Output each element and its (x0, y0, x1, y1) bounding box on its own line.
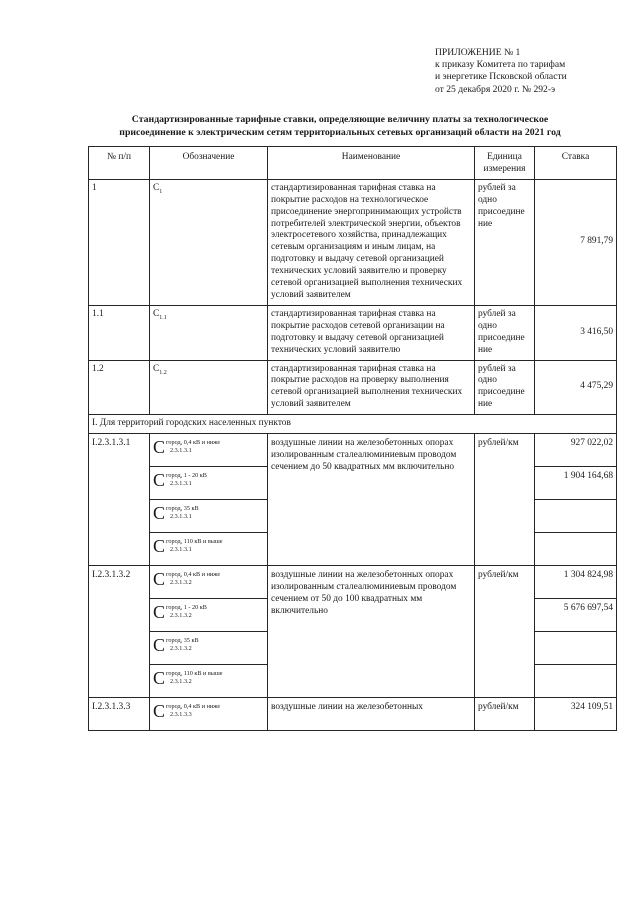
row-unit: рублей/км (475, 434, 535, 566)
row-num: 1 (89, 179, 150, 305)
row-unit: рублей/км (475, 566, 535, 698)
row-unit: рублей/км (475, 698, 535, 731)
row-name: стандартизированная тарифная ставка на покрытие расходов на технологическое присоединение энергопринимающих устройств потребителей электрической энергии, объектов электросетевого хозяйства, принадлежащих сетевым организациям и иным лицам, на подготовку и выдачу сетевой организацией технических условий заявителю и проверку сетевой организацией выполнения технических условий заявителем (268, 179, 475, 305)
symbol-subscript: 2.3.1.3.2 (170, 678, 192, 686)
code-subscript: 1.2 (159, 369, 167, 376)
row-rate (535, 632, 617, 665)
table-header-row (89, 147, 617, 180)
appendix-header (435, 47, 567, 96)
row-rate: 4 475,29 (535, 360, 617, 415)
row-rate (535, 500, 617, 533)
symbol-superscript: город, 35 кВ (166, 637, 199, 645)
table-row (89, 305, 617, 360)
rate-symbol: C город, 0,4 кВ и ниже 2.3.1.3.2 (150, 566, 268, 599)
table-row (89, 360, 617, 415)
row-name: стандартизированная тарифная ставка на покрытие расходов на проверку выполнения сетевой организацией выполнения технических условий заявителем (268, 360, 475, 415)
symbol-superscript: город, 110 кВ и выше (166, 538, 223, 546)
rate-symbol: C город, 1 - 20 кВ 2.3.1.3.2 (150, 599, 268, 632)
header-num: № п/п (89, 147, 150, 180)
document-title (60, 114, 620, 139)
row-rate: 7 891,79 (535, 179, 617, 305)
symbol-superscript: город, 1 - 20 кВ (166, 472, 207, 480)
title-line: Стандартизированные тарифные ставки, определяющие величину платы за технологическое (131, 114, 549, 125)
row-rate: 1 304 824,98 (535, 566, 617, 599)
header-name: Наименование (268, 147, 475, 180)
appendix-line: ПРИЛОЖЕНИЕ № 1 (435, 47, 521, 58)
row-rate (535, 533, 617, 566)
appendix-line: и энергетике Псковской области (435, 71, 567, 83)
rate-symbol: C город, 0,4 кВ и ниже 2.3.1.3.1 (150, 434, 268, 467)
symbol-subscript: 2.3.1.3.3 (170, 711, 192, 719)
row-rate: 5 676 697,54 (535, 599, 617, 632)
row-name: воздушные линии на железобетонных опорах изолированным сталеалюминиевым проводом сечением до 50 квадратных мм включительно (268, 434, 475, 566)
code-subscript: 1 (159, 188, 163, 195)
tariff-table (88, 146, 617, 731)
row-unit: рублей за одно присоедине ние (475, 360, 535, 415)
symbol-subscript: 2.3.1.3.1 (170, 480, 192, 488)
rate-symbol: C город, 1 - 20 кВ 2.3.1.3.1 (150, 467, 268, 500)
symbol-superscript: город, 110 кВ и выше (166, 670, 223, 678)
symbol-subscript: 2.3.1.3.2 (170, 612, 192, 620)
code-letter: C (153, 308, 160, 319)
symbol-subscript: 2.3.1.3.2 (170, 645, 192, 653)
rate-symbol: C город, 35 кВ 2.3.1.3.1 (150, 500, 268, 533)
row-code (150, 179, 268, 305)
row-rate: 324 109,51 (535, 698, 617, 731)
symbol-subscript: 2.3.1.3.1 (170, 513, 192, 521)
header-rate: Ставка (535, 147, 617, 180)
rate-symbol: C город, 0,4 кВ и ниже 2.3.1.3.3 (150, 698, 268, 731)
row-num: I.2.3.1.3.3 (89, 698, 150, 731)
code-letter: C (153, 182, 160, 193)
row-rate: 3 416,50 (535, 305, 617, 360)
symbol-subscript: 2.3.1.3.2 (170, 579, 192, 587)
symbol-superscript: город, 0,4 кВ и ниже (166, 571, 221, 579)
row-num: I.2.3.1.3.2 (89, 566, 150, 698)
section-row (89, 415, 617, 434)
row-rate (535, 665, 617, 698)
table-row (89, 698, 617, 731)
section-title: I. Для территорий городских населенных пунктов (89, 415, 617, 434)
symbol-subscript: 2.3.1.3.1 (170, 447, 192, 455)
header-unit: Единица измерения (475, 147, 535, 180)
symbol-superscript: город, 0,4 кВ и ниже (166, 703, 221, 711)
table-row (89, 434, 617, 467)
symbol-superscript: город, 35 кВ (166, 505, 199, 513)
row-unit: рублей за одно присоедине ние (475, 179, 535, 305)
symbol-subscript: 2.3.1.3.1 (170, 546, 192, 554)
rate-symbol: C город, 110 кВ и выше 2.3.1.3.2 (150, 665, 268, 698)
row-num: I.2.3.1.3.1 (89, 434, 150, 566)
header-code: Обозначение (150, 147, 268, 180)
row-name: воздушные линии на железобетонных опорах изолированным сталеалюминиевым проводом сечением от 50 до 100 квадратных мм включительно (268, 566, 475, 698)
row-rate: 927 022,02 (535, 434, 617, 467)
symbol-superscript: город, 0,4 кВ и ниже (166, 439, 221, 447)
rate-symbol: C город, 35 кВ 2.3.1.3.2 (150, 632, 268, 665)
row-unit: рублей за одно присоедине ние (475, 305, 535, 360)
appendix-line: от 25 декабря 2020 г. № 292-э (435, 83, 556, 95)
row-code (150, 305, 268, 360)
row-name: воздушные линии на железобетонных (268, 698, 475, 731)
row-rate: 1 904 164,68 (535, 467, 617, 500)
code-letter: C (153, 363, 160, 374)
appendix-line: к приказу Комитета по тарифам (435, 59, 566, 71)
table-row (89, 566, 617, 599)
table-row (89, 179, 617, 305)
symbol-superscript: город, 1 - 20 кВ (166, 604, 207, 612)
row-name: стандартизированная тарифная ставка на покрытие расходов сетевой организации на подготовку и выдачу сетевой организацией технических условий заявителю (268, 305, 475, 360)
row-code (150, 360, 268, 415)
row-num: 1.2 (89, 360, 150, 415)
title-line: присоединение к электрическим сетям территориальных сетевых организаций области на 2021 год (119, 126, 561, 138)
code-subscript: 1.1 (159, 314, 167, 321)
row-num: 1.1 (89, 305, 150, 360)
rate-symbol: C город, 110 кВ и выше 2.3.1.3.1 (150, 533, 268, 566)
